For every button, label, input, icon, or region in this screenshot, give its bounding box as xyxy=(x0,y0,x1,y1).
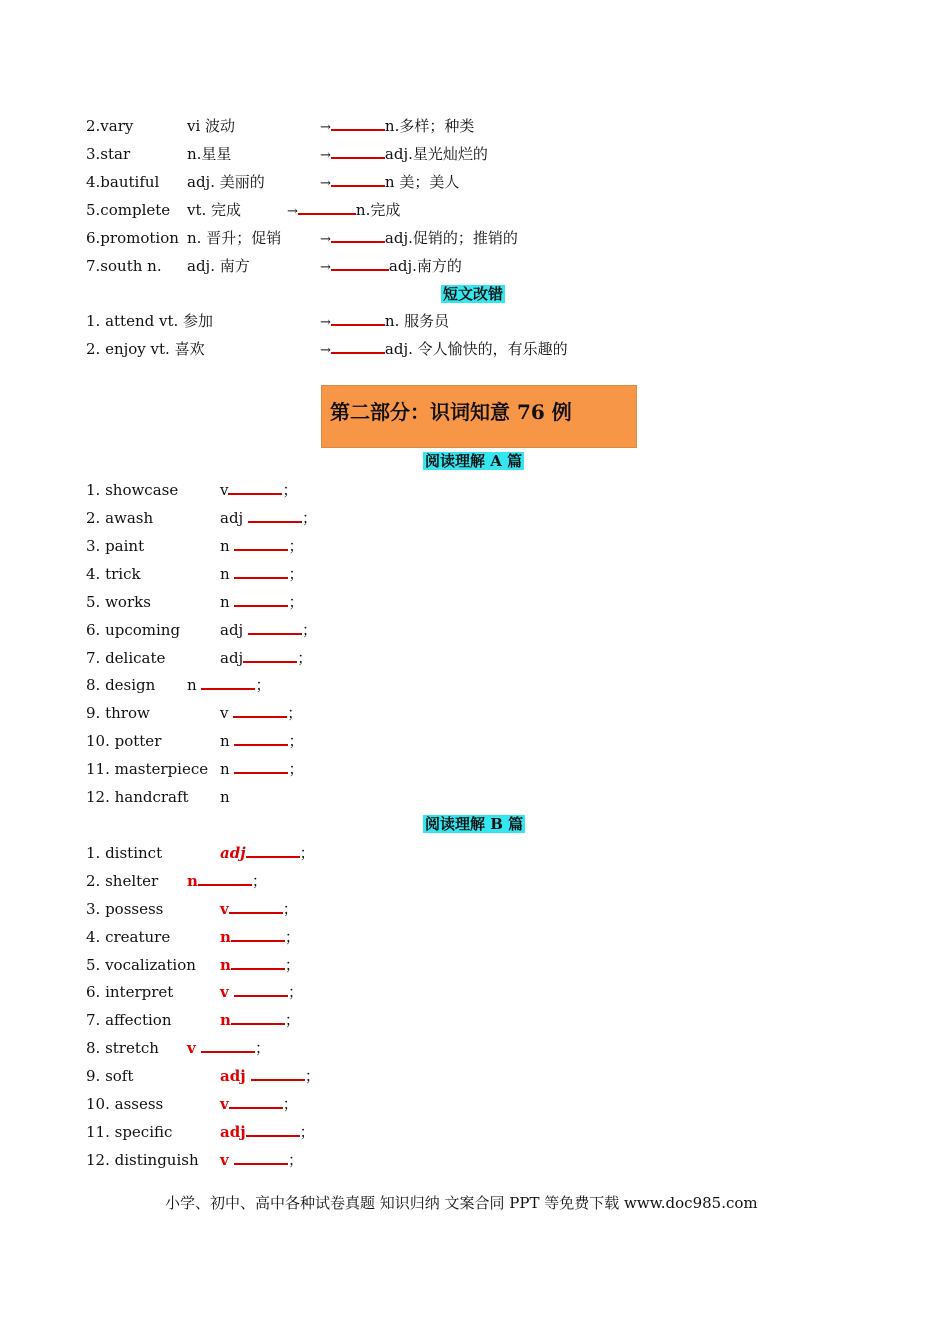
answer-blank[interactable] xyxy=(246,1123,300,1137)
derivation-pos xyxy=(187,257,250,275)
list-item-word: 8. stretch xyxy=(86,1039,159,1057)
page-footer: 小学、初中、高中各种试卷真题 知识归纳 文案合同 PPT 等免费下载 www.doc985.com xyxy=(165,1194,758,1212)
pos-label: v xyxy=(220,1095,229,1113)
answer-blank[interactable] xyxy=(331,340,385,354)
list-item-word: 8. design xyxy=(86,676,156,694)
derivation-row: 4.bautiful xyxy=(86,173,160,191)
punct: ； xyxy=(288,760,304,778)
answer-blank[interactable] xyxy=(331,312,385,326)
answer-blank[interactable] xyxy=(231,956,285,970)
list-item-answer xyxy=(187,872,267,890)
pos-label: n xyxy=(220,760,235,778)
answer-blank[interactable] xyxy=(234,1151,288,1165)
section-heading-text: 阅读理解 A 篇 xyxy=(425,452,523,470)
pos-label: n xyxy=(187,676,202,694)
punct: ； xyxy=(288,537,304,555)
list-item-answer xyxy=(220,760,303,778)
list-item-answer xyxy=(220,481,298,499)
section-heading-text: 阅读理解 B 篇 xyxy=(425,815,524,833)
punct: ； xyxy=(288,593,304,611)
list-item-word: 2. shelter xyxy=(86,872,159,890)
derivation-result: n.完成 xyxy=(355,201,401,219)
punct: ； xyxy=(284,956,300,974)
pos-label: n xyxy=(220,928,231,946)
section-heading-b xyxy=(423,815,525,833)
list-item-word: 2. awash xyxy=(86,509,154,527)
pos-label: adj xyxy=(220,649,244,667)
punct: ； xyxy=(299,844,315,862)
punct: ； xyxy=(301,621,317,639)
derivation-result: adj.南方的 xyxy=(388,257,462,275)
answer-blank[interactable] xyxy=(201,1039,255,1053)
answer-blank[interactable] xyxy=(231,928,285,942)
derivation-pos-text: n. 晋升；促销 xyxy=(187,229,282,247)
derivation-pos xyxy=(187,201,241,219)
answer-blank[interactable] xyxy=(298,201,356,215)
pos-label: n xyxy=(220,537,235,555)
section-heading-a xyxy=(423,452,524,470)
correction-answer xyxy=(320,340,568,360)
derivation-pos-text: adj. 南方 xyxy=(187,257,250,275)
list-item-answer xyxy=(220,704,302,722)
list-item-answer xyxy=(187,1039,270,1057)
derivation-pos-text: vi 波动 xyxy=(187,117,236,135)
arrow-icon: → xyxy=(320,148,331,163)
list-item-answer xyxy=(220,1067,320,1085)
punct: ； xyxy=(288,732,304,750)
pos-label: v xyxy=(220,481,229,499)
derivation-answer xyxy=(320,117,474,137)
derivation-answer xyxy=(320,229,518,249)
list-item-answer xyxy=(220,649,312,667)
answer-blank[interactable] xyxy=(331,145,385,159)
derivation-answer xyxy=(320,257,462,277)
section-heading-text: 短文改错 xyxy=(443,285,504,303)
answer-blank[interactable] xyxy=(198,872,252,886)
answer-blank[interactable] xyxy=(231,1011,285,1025)
list-item-word: 11. specific xyxy=(86,1123,173,1141)
derivation-pos-text: n.星星 xyxy=(187,145,232,163)
pos-label: n xyxy=(220,1011,231,1029)
punct: ； xyxy=(287,1151,303,1169)
derivation-answer xyxy=(320,173,459,193)
punct: ； xyxy=(304,1067,320,1085)
pos-label: adj xyxy=(220,1123,246,1141)
arrow-icon: → xyxy=(320,176,331,191)
list-item-answer xyxy=(220,621,317,639)
derivation-result: n.多样；种类 xyxy=(384,117,475,135)
derivation-result: adj.促销的；推销的 xyxy=(384,229,518,247)
answer-blank[interactable] xyxy=(234,593,288,607)
derivation-row: 6.promotion xyxy=(86,229,179,247)
pos-label: v xyxy=(220,704,234,722)
answer-blank[interactable] xyxy=(243,649,297,663)
pos-label: v xyxy=(220,1151,234,1169)
list-item-word: 12. distinguish xyxy=(86,1151,199,1169)
answer-blank[interactable] xyxy=(228,481,282,495)
pos-label: n xyxy=(220,593,235,611)
list-item-answer xyxy=(220,593,303,611)
list-item-answer xyxy=(220,509,317,527)
list-item-word: 12. handcraft xyxy=(86,788,189,806)
punct: ； xyxy=(254,1039,270,1057)
arrow-icon: → xyxy=(320,120,331,135)
arrow-icon: → xyxy=(320,343,331,358)
derivation-row: 3.star xyxy=(86,145,131,163)
punct: ； xyxy=(251,872,267,890)
pos-label: v xyxy=(220,900,229,918)
derivation-pos xyxy=(187,145,231,163)
derivation-pos-text: adj. 美丽的 xyxy=(187,173,265,191)
punct: ； xyxy=(282,900,298,918)
list-item-word: 6. upcoming xyxy=(86,621,181,639)
answer-blank[interactable] xyxy=(201,676,255,690)
list-item-word: 5. works xyxy=(86,593,151,611)
list-item-word: 4. trick xyxy=(86,565,141,583)
list-item-answer xyxy=(187,676,270,694)
correction-result: adj. 令人愉快的，有乐趣的 xyxy=(384,340,568,358)
list-item-word: 1. showcase xyxy=(86,481,179,499)
answer-blank[interactable] xyxy=(331,229,385,243)
punct: ； xyxy=(297,649,313,667)
list-item-answer xyxy=(220,983,303,1001)
answer-blank[interactable] xyxy=(331,257,389,271)
answer-blank[interactable] xyxy=(234,732,288,746)
pos-label: adj xyxy=(220,1067,251,1085)
pos-label: v xyxy=(220,983,234,1001)
list-item-word: 1. distinct xyxy=(86,844,163,862)
derivation-row: 7.south n. xyxy=(86,257,162,275)
list-item-answer xyxy=(220,1123,315,1141)
answer-blank[interactable] xyxy=(234,983,288,997)
correction-row: 2. enjoy vt. 喜欢 xyxy=(86,340,205,358)
pos-label: n xyxy=(220,788,230,806)
pos-label: n xyxy=(220,956,231,974)
punct: ； xyxy=(299,1123,315,1141)
list-item-word: 7. delicate xyxy=(86,649,166,667)
list-item-answer xyxy=(220,956,300,974)
answer-blank[interactable] xyxy=(234,760,288,774)
answer-blank[interactable] xyxy=(248,509,302,523)
list-item-word: 3. paint xyxy=(86,537,145,555)
answer-blank[interactable] xyxy=(229,900,283,914)
punct: ； xyxy=(288,565,304,583)
punct: ； xyxy=(284,928,300,946)
answer-blank[interactable] xyxy=(331,117,385,131)
derivation-answer xyxy=(320,145,488,165)
punct: ； xyxy=(287,983,303,1001)
list-item-word: 10. potter xyxy=(86,732,162,750)
pos-label: v xyxy=(187,1039,201,1057)
pos-label: n xyxy=(220,565,235,583)
list-item-answer xyxy=(220,565,303,583)
derivation-row: 2.vary xyxy=(86,117,134,135)
list-item-word: 11. masterpiece xyxy=(86,760,209,778)
arrow-icon: → xyxy=(287,204,298,219)
section-heading-correction xyxy=(441,285,505,303)
list-item-word: 9. soft xyxy=(86,1067,134,1085)
list-item-word: 9. throw xyxy=(86,704,150,722)
list-item-answer xyxy=(220,844,315,862)
arrow-icon: → xyxy=(320,260,331,275)
part-two-banner xyxy=(321,385,637,448)
derivation-result: adj.星光灿烂的 xyxy=(384,145,488,163)
punct: ； xyxy=(282,1095,298,1113)
derivation-row: 5.complete xyxy=(86,201,171,219)
pos-label: adj xyxy=(220,621,248,639)
punct: ； xyxy=(287,704,303,722)
list-item-word: 6. interpret xyxy=(86,983,174,1001)
derivation-result: n 美；美人 xyxy=(384,173,460,191)
punct: ； xyxy=(284,1011,300,1029)
list-item-answer xyxy=(220,1151,303,1169)
answer-blank[interactable] xyxy=(248,621,302,635)
punct: ； xyxy=(255,676,271,694)
list-item-answer xyxy=(220,732,303,750)
answer-blank[interactable] xyxy=(331,173,385,187)
list-item-word: 3. possess xyxy=(86,900,164,918)
answer-blank[interactable] xyxy=(234,565,288,579)
derivation-pos xyxy=(187,229,281,247)
list-item-answer xyxy=(220,900,298,918)
list-item-answer xyxy=(220,928,300,946)
pos-label: adj xyxy=(220,509,248,527)
pos-label: adj xyxy=(220,844,246,862)
list-item-word: 5. vocalization xyxy=(86,956,196,974)
correction-row: 1. attend vt. 参加 xyxy=(86,312,214,330)
list-item-answer xyxy=(220,788,230,806)
answer-blank[interactable] xyxy=(246,844,300,858)
list-item-answer xyxy=(220,537,303,555)
list-item-word: 4. creature xyxy=(86,928,171,946)
derivation-answer xyxy=(287,201,400,221)
answer-blank[interactable] xyxy=(234,537,288,551)
punct: ； xyxy=(282,481,298,499)
answer-blank[interactable] xyxy=(251,1067,305,1081)
arrow-icon: → xyxy=(320,315,331,330)
answer-blank[interactable] xyxy=(233,704,287,718)
arrow-icon: → xyxy=(320,232,331,247)
punct: ； xyxy=(301,509,317,527)
banner-title: 第二部分：识词知意 76 例 xyxy=(330,400,572,424)
list-item-answer xyxy=(220,1011,300,1029)
list-item-answer xyxy=(220,1095,298,1113)
derivation-pos xyxy=(187,173,265,191)
derivation-pos xyxy=(187,117,235,135)
correction-answer xyxy=(320,312,449,332)
pos-label: n xyxy=(187,872,198,890)
derivation-pos-text: vt. 完成 xyxy=(187,201,242,219)
correction-result: n. 服务员 xyxy=(384,312,450,330)
list-item-word: 7. affection xyxy=(86,1011,172,1029)
answer-blank[interactable] xyxy=(229,1095,283,1109)
pos-label: n xyxy=(220,732,235,750)
list-item-word: 10. assess xyxy=(86,1095,164,1113)
